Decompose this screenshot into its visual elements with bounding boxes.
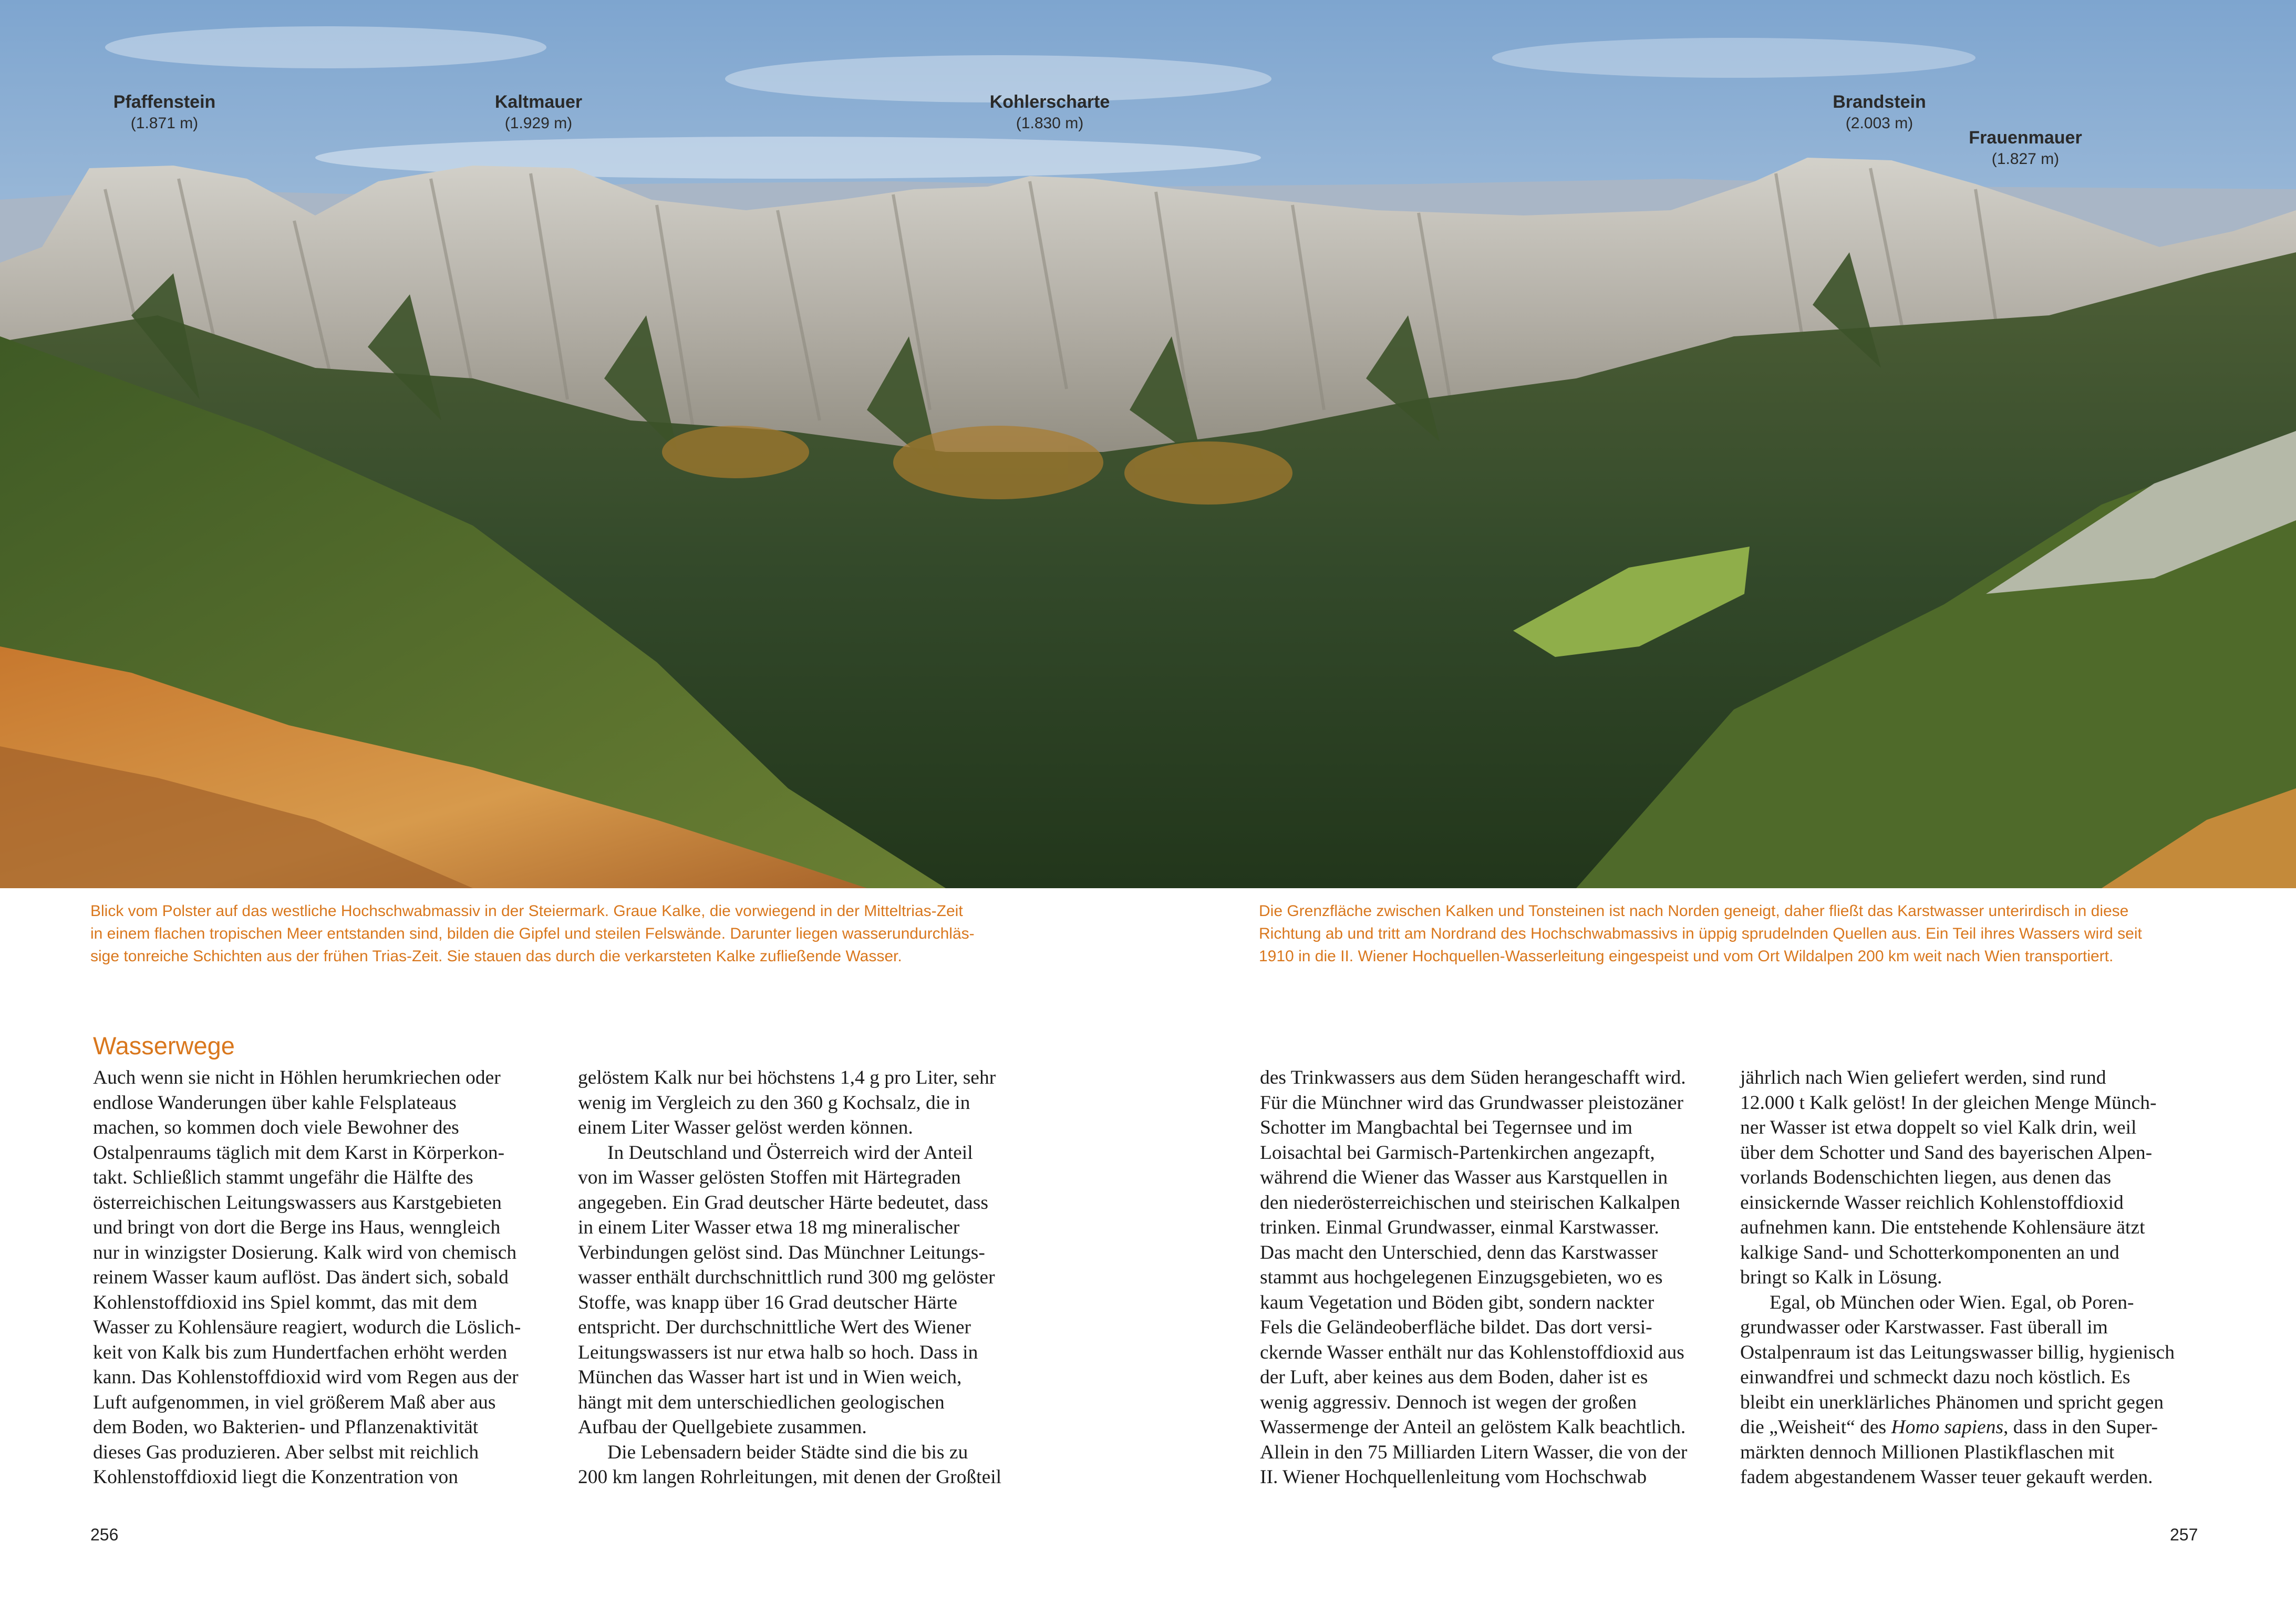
text-line: Kohlenstoffdioxid liegt die Konzentration von	[93, 1466, 459, 1488]
text-line: reinem Wasser kaum auflöst. Das ändert sich, sobald	[93, 1267, 509, 1288]
text-line: stammt aus hochgelegenen Einzugsgebieten, wo es	[1260, 1267, 1663, 1288]
text-line: dem Boden, wo Bakterien- und Pflanzenaktivität	[93, 1416, 479, 1438]
text-line: Allein in den 75 Milliarden Litern Wasser, die von der	[1260, 1441, 1688, 1463]
text-line: wasser enthält durchschnittlich rund 300 mg gelöster	[578, 1267, 995, 1288]
text-line: Egal, ob München oder Wien. Egal, ob Poren-	[1770, 1291, 2134, 1313]
text-line: 12.000 t Kalk gelöst! In der gleichen Menge Münch-	[1740, 1092, 2157, 1114]
photo-caption-left	[90, 900, 1068, 968]
text-line: endlose Wanderungen über kahle Felsplateaus	[93, 1092, 457, 1114]
text-line: gelöstem Kalk nur bei höchstens 1,4 g pro Liter, sehr	[578, 1067, 996, 1088]
text-line: bringt so Kalk in Lösung.	[1740, 1267, 1942, 1288]
photo-caption-right	[1259, 900, 2205, 968]
text-line: aufnehmen kann. Die entstehende Kohlensäure ätzt	[1740, 1217, 2145, 1238]
text-line: ckernde Wasser enthält nur das Kohlenstoffdioxid aus	[1260, 1341, 1684, 1363]
text-line: Leitungswassers ist nur etwa halb so hoch. Dass in	[578, 1341, 978, 1363]
text-line: Loisachtal bei Garmisch-Partenkirchen angezapft,	[1260, 1142, 1655, 1164]
peak-elevation: (2.003 m)	[1845, 115, 1914, 132]
text-line: während die Wiener das Wasser aus Karstquellen in	[1260, 1167, 1668, 1188]
text-line: Stoffe, was knapp über 16 Grad deutscher Härte	[578, 1291, 957, 1313]
peak-elevation: (1.871 m)	[130, 115, 199, 132]
caption-line: Richtung ab und tritt am Nordrand des Hochschwabmassivs in üppig sprudelnden Quellen aus. Ein Teil ihres Wassers wird seit	[1259, 925, 2142, 942]
text-line: Ostalpenraum ist das Leitungswasser billig, hygienisch	[1740, 1341, 2175, 1363]
page-number-left: 256	[90, 1525, 119, 1544]
text-line: einwandfrei und schmeckt dazu noch köstlich. Es	[1740, 1366, 2130, 1388]
text-line: keit von Kalk bis zum Hundertfachen erhöht werden	[93, 1341, 508, 1363]
text-line: kalkige Sand- und Schotterkomponenten an und	[1740, 1241, 2119, 1263]
text-line: die „Weisheit“ des Homo sapiens, dass in den Super-	[1740, 1416, 2158, 1438]
caption-line: 1910 in die II. Wiener Hochquellen-Wasserleitung eingespeist und vom Ort Wildalpen 200 km weit nach Wien transportiert.	[1259, 948, 2114, 965]
text-line: takt. Schließlich stammt ungefähr die Hälfte des	[93, 1167, 473, 1188]
text-line: kaum Vegetation und Böden gibt, sondern nackter	[1260, 1291, 1654, 1313]
peak-name: Brandstein	[1833, 92, 1926, 112]
text-line: München das Wasser hart ist und in Wien weich,	[578, 1366, 962, 1388]
text-line: Kohlenstoffdioxid ins Spiel kommt, das mit dem	[93, 1291, 478, 1313]
text-line: Aufbau der Quellgebiete zusammen.	[578, 1416, 867, 1438]
peak-name: Pfaffenstein	[113, 92, 216, 112]
peak-label-pfaffenstein	[113, 90, 216, 133]
caption-line: Blick vom Polster auf das westliche Hochschwabmassiv in der Steiermark. Graue Kalke, die vorwiegend in der Mitteltrias-Zeit	[90, 902, 963, 920]
peak-elevation: (1.830 m)	[1016, 115, 1084, 132]
peak-label-kaltmauer	[495, 90, 582, 133]
text-line: angegeben. Ein Grad deutscher Härte bedeutet, dass	[578, 1191, 988, 1214]
text-line: Verbindungen gelöst sind. Das Münchner Leitungs-	[578, 1241, 985, 1263]
text-line: hängt mit dem unterschiedlichen geologischen	[578, 1391, 945, 1413]
text-line: fadem abgestandenem Wasser teuer gekauft werden.	[1740, 1466, 2153, 1488]
text-line: der Luft, aber keines aus dem Boden, daher ist es	[1260, 1366, 1648, 1388]
text-line: Wassermenge der Anteil an gelöstem Kalk beachtlich.	[1260, 1416, 1686, 1438]
peak-name: Kohlerscharte	[989, 92, 1110, 112]
peak-label-brandstein	[1833, 90, 1926, 133]
text-line: bleibt ein unerklärliches Phänomen und spricht gegen	[1740, 1391, 2164, 1413]
text-line: kann. Das Kohlenstoffdioxid wird vom Regen aus der	[93, 1366, 519, 1388]
text-line: trinken. Einmal Grundwasser, einmal Karstwasser.	[1260, 1217, 1659, 1238]
text-line: den niederösterreichischen und steirischen Kalkalpen	[1260, 1191, 1680, 1214]
text-line: in einem Liter Wasser etwa 18 mg mineralischer	[578, 1217, 960, 1238]
caption-line: Die Grenzfläche zwischen Kalken und Tonsteinen ist nach Norden geneigt, daher fließt das Karstwasser unterirdisch in diese	[1259, 902, 2129, 920]
text-line: vorlands Bodenschichten liegen, aus denen das	[1740, 1167, 2112, 1188]
text-line: über dem Schotter und Sand des bayerischen Alpen-	[1740, 1142, 2153, 1164]
text-line: In Deutschland und Österreich wird der Anteil	[607, 1142, 973, 1164]
caption-line: in einem flachen tropischen Meer entstanden sind, bilden die Gipfel und steilen Felswände. Darunter liegen wasserundurchläs-	[90, 925, 975, 942]
text-line: Für die Münchner wird das Grundwasser pleistozäner	[1260, 1092, 1684, 1114]
text-line: II. Wiener Hochquellenleitung vom Hochschwab	[1260, 1466, 1647, 1488]
peak-label-frauenmauer	[1969, 126, 2082, 169]
caption-line: sige tonreiche Schichten aus der frühen Trias-Zeit. Sie stauen das durch die verkarsteten Kalke zufließende Wasser.	[90, 948, 902, 965]
text-line: einsickernde Wasser reichlich Kohlenstoffdioxid	[1740, 1191, 2124, 1214]
text-line: Ostalpenraums täglich mit dem Karst in Körperkon-	[93, 1142, 505, 1164]
text-line: Fels die Geländeoberfläche bildet. Das dort versi-	[1260, 1317, 1652, 1338]
section-heading: Wasserwege	[93, 1032, 235, 1060]
text-line: österreichischen Leitungswassers aus Karstgebieten	[93, 1191, 502, 1214]
species-name: Homo sapiens	[1891, 1416, 2004, 1438]
peak-name: Kaltmauer	[494, 92, 583, 112]
text-line: märkten dennoch Millionen Plastikflaschen mit	[1740, 1441, 2115, 1463]
text-line: grundwasser oder Karstwasser. Fast überall im	[1740, 1317, 2108, 1338]
text-line: Wasser zu Kohlensäure reagiert, wodurch die Löslich-	[93, 1317, 521, 1338]
text-column-4	[1740, 1065, 2175, 1490]
text-line: des Trinkwassers aus dem Süden herangeschafft wird.	[1260, 1067, 1686, 1088]
text-line: entspricht. Der durchschnittliche Wert des Wiener	[578, 1317, 971, 1338]
text-line: Auch wenn sie nicht in Höhlen herumkriechen oder	[93, 1067, 501, 1088]
text-line: Die Lebensadern beider Städte sind die bis zu	[607, 1441, 968, 1463]
peak-elevation: (1.827 m)	[1991, 150, 2060, 168]
text-line: einem Liter Wasser gelöst werden können.	[578, 1117, 913, 1138]
text-line: Das macht den Unterschied, denn das Karstwasser	[1260, 1241, 1658, 1263]
text-column-3	[1260, 1065, 1687, 1490]
text-line: jährlich nach Wien geliefert werden, sind rund	[1740, 1067, 2106, 1088]
text-line: wenig im Vergleich zu den 360 g Kochsalz, die in	[578, 1092, 970, 1114]
text-line: wenig aggressiv. Dennoch ist wegen der großen	[1260, 1391, 1637, 1413]
text-line: und bringt von dort die Berge ins Haus, wenngleich	[93, 1217, 501, 1238]
text-line: Luft aufgenommen, in viel größerem Maß aber aus	[93, 1391, 496, 1413]
text-line: nur in winzigster Dosierung. Kalk wird von chemisch	[93, 1241, 517, 1263]
text-line: machen, so kommen doch viele Bewohner des	[93, 1117, 459, 1138]
text-line: ner Wasser ist etwa doppelt so viel Kalk drin, weil	[1740, 1117, 2137, 1138]
peak-name: Frauenmauer	[1969, 128, 2082, 148]
text-line: Schotter im Mangbachtal bei Tegernsee und im	[1260, 1117, 1632, 1138]
text-column-2	[578, 1065, 1001, 1490]
text-column-1	[93, 1065, 521, 1490]
peak-label-kohlerscharte	[990, 90, 1110, 133]
text-line: von im Wasser gelösten Stoffen mit Härtegraden	[578, 1167, 961, 1188]
text-line: dieses Gas produzieren. Aber selbst mit reichlich	[93, 1441, 479, 1463]
text-line: 200 km langen Rohrleitungen, mit denen der Großteil	[578, 1466, 1002, 1488]
peak-elevation: (1.929 m)	[504, 115, 573, 132]
page-number-right: 257	[2170, 1525, 2198, 1544]
